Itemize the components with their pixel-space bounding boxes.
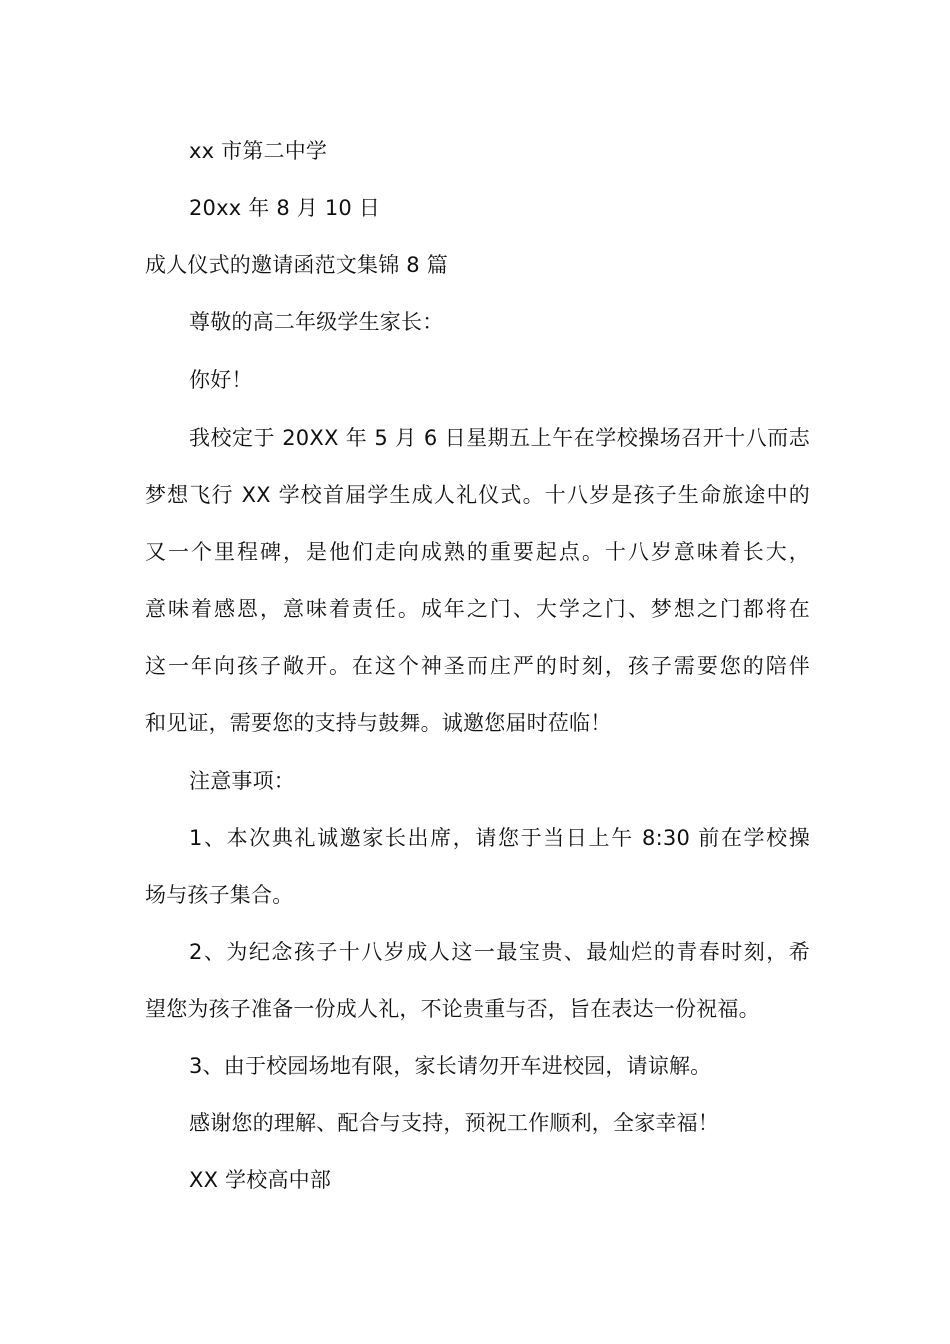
sender-date: 20xx 年 8 月 10 日: [189, 196, 381, 220]
salutation: 尊敬的高二年级学生家长：: [189, 310, 444, 334]
section-title: 成人仪式的邀请函范文集锦 8 篇: [145, 253, 448, 277]
notes-heading: 注意事项：: [189, 769, 295, 793]
note-1-line-2: 场与孩子集合。: [145, 883, 294, 907]
note-2-line-2: 望您为孩子准备一份成人礼，不论贵重与否，旨在表达一份祝福。: [145, 997, 760, 1021]
closing-thanks: 感谢您的理解、配合与支持，预祝工作顺利，全家幸福！: [189, 1111, 719, 1135]
body-line-6: 和见证，需要您的支持与鼓舞。诚邀您届时莅临！: [145, 711, 612, 735]
sender-school: xx 市第二中学: [189, 139, 328, 163]
note-2-line-1: 2、为纪念孩子十八岁成人这一最宝贵、最灿烂的青春时刻，希: [189, 940, 810, 964]
note-3: 3、由于校园场地有限，家长请勿开车进校园，请谅解。: [189, 1054, 712, 1078]
body-line-2: 梦想飞行 XX 学校首届学生成人礼仪式。十八岁是孩子生命旅途中的: [145, 483, 810, 507]
greeting: 你好！: [189, 368, 253, 392]
note-1-line-1: 1、本次典礼诚邀家长出席，请您于当日上午 8:30 前在学校操: [189, 826, 810, 850]
signature: XX 学校高中部: [189, 1168, 332, 1192]
body-line-5: 这一年向孩子敞开。在这个神圣而庄严的时刻，孩子需要您的陪伴: [145, 654, 810, 678]
body-line-1: 我校定于 20XX 年 5 月 6 日星期五上午在学校操场召开十八而志: [189, 426, 810, 450]
body-line-4: 意味着感恩，意味着责任。成年之门、大学之门、梦想之门都将在: [145, 597, 810, 621]
body-line-3: 又一个里程碑，是他们走向成熟的重要起点。十八岁意味着长大，: [145, 540, 810, 564]
